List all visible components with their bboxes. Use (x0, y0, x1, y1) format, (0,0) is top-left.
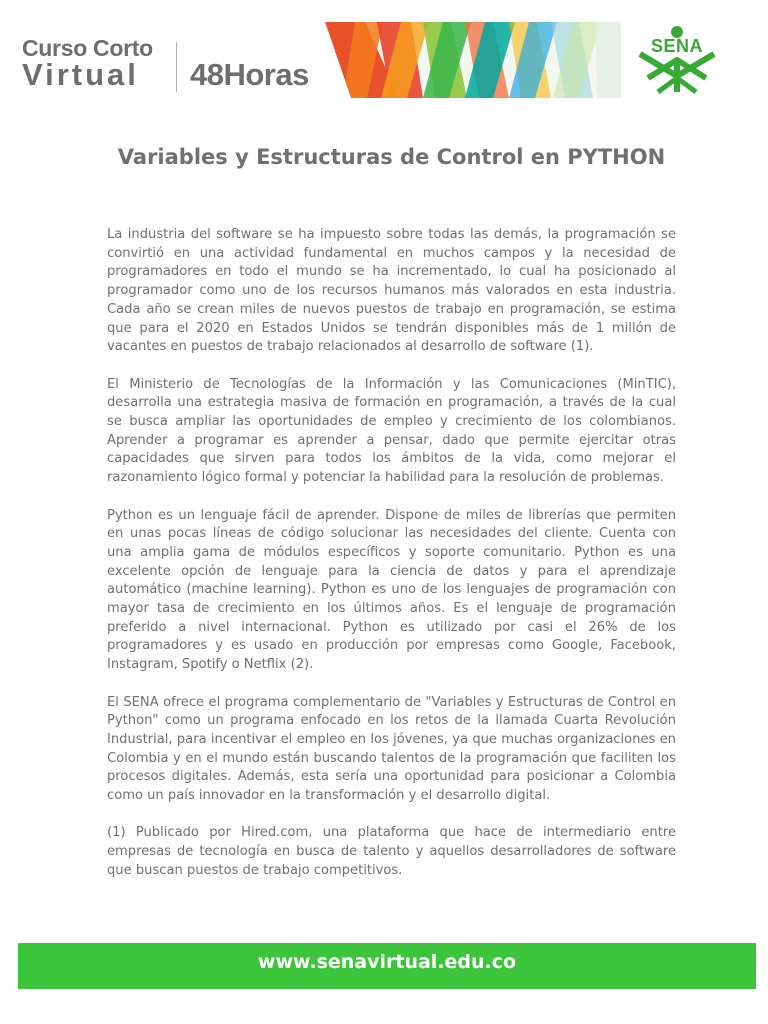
footer-bar (18, 943, 756, 989)
brand-line1: Curso Corto (22, 35, 153, 61)
brand-hours: 48Horas (190, 57, 309, 92)
paragraph-3: Python es un lenguaje fácil de aprender. Dispone de miles de librerías que permiten en unas pocas líneas de código solucionar las necesidades del cliente. Cuenta con una amplia gama de módulos específicos y soporte comunitario. Python es una excelente opción de lenguaje para la ciencia de datos y para el aprendizaje automático (machine learning). Python es uno de los lenguajes de programación con mayor tasa de crecimiento en los últimos años. Es el lenguaje de programación preferido a nivel internacional. Python es utilizado por casi el 26% de los programadores y es usado en producción por empresas como Google, Facebook, Instagram, Spotify o Netflix (2). (107, 507, 676, 673)
page-header (0, 0, 768, 110)
brand-divider (176, 42, 177, 92)
sena-logo-text: SENA (650, 36, 703, 56)
website-link[interactable]: www.senavirtual.edu.co (257, 951, 517, 973)
document-title: Variables y Estructuras de Control en PYTHON (117, 145, 666, 169)
footnote-1: (1) Publicado por Hired.com, una plataforma que hace de intermediario entre empresas de tecnología en busca de talento y aquellos desarrolladores de software que buscan puestos de trabajo competitivos. (107, 825, 676, 878)
paragraph-4: El SENA ofrece el programa complementario de "Variables y Estructuras de Control en Python" como un programa enfocado en los retos de la llamada Cuarta Revolución Industrial, para incentivar el empleo en los jóvenes, ya que muchas organizaciones en Colombia y en el mundo están buscando talentos de la programación que faciliten los procesos digitales. Además, esta sería una oportunidad para posicionar a Colombia como un país innovador en la transformación y el desarrollo digital. (107, 694, 676, 804)
paragraph-1: La industria del software se ha impuesto sobre todas las demás, la programación se convirtió en una actividad fundamental en muchos campos y la necesidad de programadores en todo el mundo se ha incrementado, lo cual ha posicionado al programador como uno de los recursos humanos más valorados en esta industria. Cada año se crean miles de nuevos puestos de trabajo en programación, se estima que para el 2020 en Estados Unidos se tendrán disponibles más de 1 millón de vacantes en puestos de trabajo relacionados al desarrollo de software (1). (107, 227, 676, 355)
document-body (107, 226, 676, 899)
decorative-banner (325, 22, 621, 98)
paragraph-2: El Ministerio de Tecnologías de la Información y las Comunicaciones (MinTIC), desarrolla una estrategia masiva de formación en programación, a través de la cual se busca ampliar las oportunidades de empleo y crecimiento de los colombianos. Aprender a programar es aprender a pensar, dado que permite ejercitar otras capacidades que sirven para todos los ámbitos de la vida, como mejorar el razonamiento lógico formal y potenciar la habilidad para la resolución de problemas. (107, 376, 676, 486)
brand-line2: Virtual (22, 57, 139, 92)
